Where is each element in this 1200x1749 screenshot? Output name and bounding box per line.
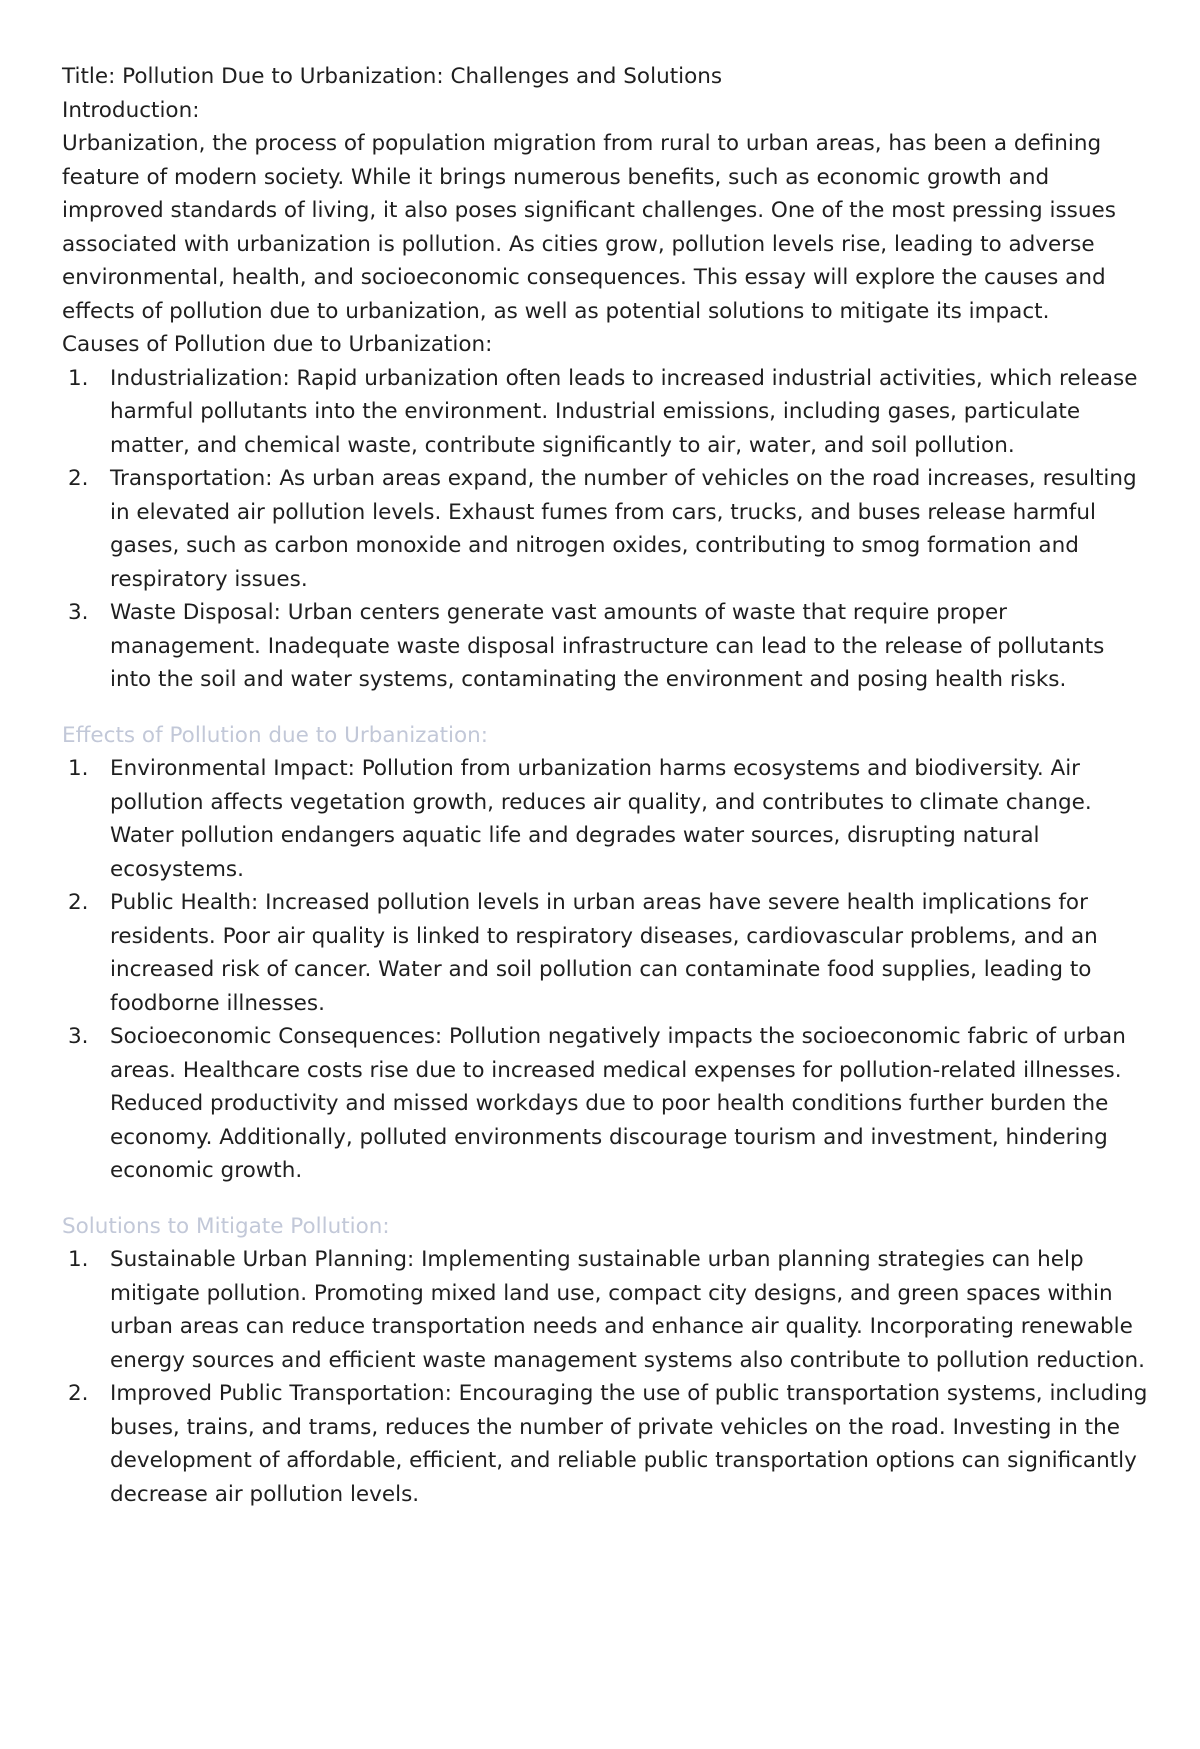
list-item <box>62 1377 1148 1511</box>
list-item-text: Transportation: As urban areas expand, the number of vehicles on the road increases, resulting in elevated air pollution levels. Exhaust fumes from cars, trucks, and buses release harmful gases, such as carbon monoxide and nitrogen oxides, contributing to smog formation and respiratory issues. <box>110 466 1137 592</box>
list-item-text: Sustainable Urban Planning: Implementing sustainable urban planning strategies can help mitigate pollution. Promoting mixed land use, compact city designs, and green spaces within urban areas can reduce transportation needs and enhance air quality. Incorporating renewable energy sources and efficient waste management systems also contribute to pollution reduction. <box>110 1247 1145 1373</box>
causes-heading: Causes of Pollution due to Urbanization: <box>62 332 493 357</box>
document-title: Title: Pollution Due to Urbanization: Challenges and Solutions <box>62 64 723 89</box>
list-item <box>62 362 1148 463</box>
list-item <box>62 752 1148 886</box>
causes-list <box>62 362 1148 697</box>
list-item-text: Improved Public Transportation: Encouraging the use of public transportation systems, including buses, trains, and trams, reduces the number of private vehicles on the road. Investing in the development of affordable, efficient, and reliable public transportation options can significantly decrease air pollution levels. <box>110 1381 1148 1507</box>
solutions-list <box>62 1243 1148 1511</box>
list-item <box>62 462 1148 596</box>
list-item-number: 3. <box>68 600 89 625</box>
list-item-text: Industrialization: Rapid urbanization often leads to increased industrial activities, which release harmful pollutants into the environment. Industrial emissions, including gases, particulate matter, and chemical waste, contribute significantly to air, water, and soil pollution. <box>110 365 1138 458</box>
effects-heading: Effects of Pollution due to Urbanization: <box>62 722 489 748</box>
list-item-number: 1. <box>68 756 89 781</box>
introduction-paragraph: Urbanization, the process of population migration from rural to urban areas, has been a defining feature of modern society. While it brings numerous benefits, such as economic growth and improved standards of living, it also poses significant challenges. One of the most pressing issues associated with urbanization is pollution. As cities grow, pollution levels rise, leading to adverse environmental, health, and socioeconomic consequences. This essay will explore the causes and effects of pollution due to urbanization, as well as potential solutions to mitigate its impact. <box>62 131 1116 324</box>
list-item-text: Waste Disposal: Urban centers generate vast amounts of waste that require proper management. Inadequate waste disposal infrastructure can lead to the release of pollutants into the soil and water systems, contaminating the environment and posing health risks. <box>110 600 1105 692</box>
list-item-number: 2. <box>68 466 89 491</box>
list-item-text: Environmental Impact: Pollution from urbanization harms ecosystems and biodiversity. Air pollution affects vegetation growth, reduces air quality, and contributes to climate change. Water pollution endangers aquatic life and degrades water sources, disrupting natural ecosystems. <box>110 756 1092 882</box>
list-item-number: 1. <box>68 1247 89 1272</box>
effects-list <box>62 752 1148 1188</box>
list-item <box>62 596 1148 697</box>
introduction-heading: Introduction: <box>62 97 200 123</box>
list-item-text: Public Health: Increased pollution levels in urban areas have severe health implications for residents. Poor air quality is linked to respiratory diseases, cardiovascular problems, and an increased risk of cancer. Water and soil pollution can contaminate food supplies, leading to foodborne illnesses. <box>110 890 1098 1016</box>
list-item <box>62 886 1148 1020</box>
list-item <box>62 1020 1148 1188</box>
list-item-text: Socioeconomic Consequences: Pollution negatively impacts the socioeconomic fabric of urban areas. Healthcare costs rise due to increased medical expenses for pollution-related illnesses. Reduced productivity and missed workdays due to poor health conditions further burden the economy. Additionally, polluted environments discourage tourism and investment, hindering economic growth. <box>110 1024 1126 1183</box>
document-page <box>62 60 1148 1533</box>
list-item <box>62 1243 1148 1377</box>
solutions-heading: Solutions to Mitigate Pollution: <box>62 1213 390 1239</box>
list-item-number: 3. <box>68 1024 89 1049</box>
list-item-number: 2. <box>68 890 89 915</box>
list-item-number: 1. <box>68 365 89 391</box>
list-item-number: 2. <box>68 1381 89 1406</box>
